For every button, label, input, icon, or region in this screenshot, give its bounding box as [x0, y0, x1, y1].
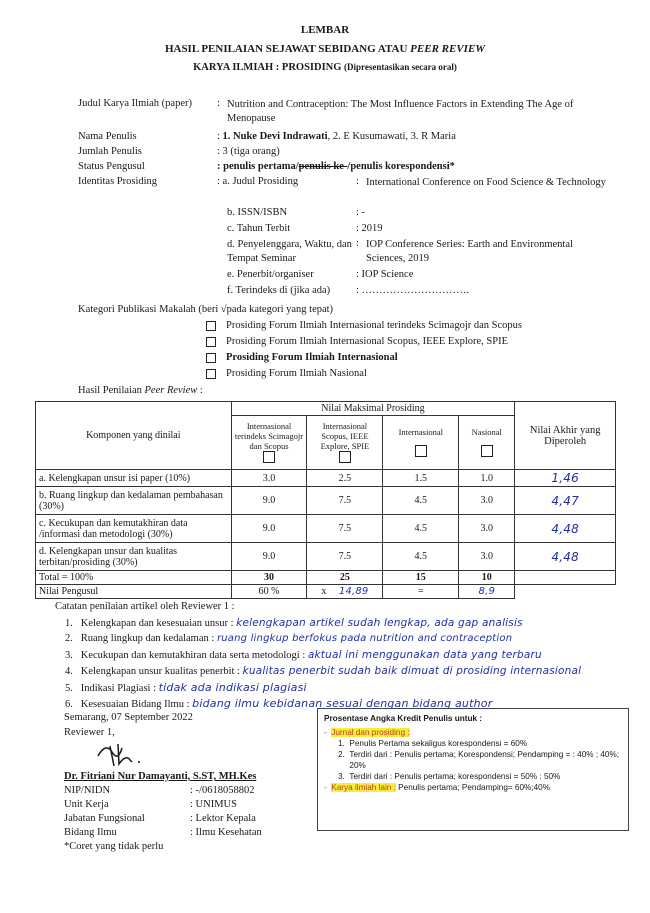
signature-icon	[92, 738, 152, 770]
credit-item-1-text: Penulis Pertama sekaligus korespondensi = 60%	[349, 739, 528, 748]
row-label: d. Kelengkapan unsur dan kualitas terbitan/prosiding (30%)	[36, 543, 232, 571]
penulis-rest: , 2. E Kusumawati, 3. R Maria	[327, 131, 456, 142]
kategori-option-2[interactable]	[206, 336, 508, 347]
penulis-label: Nama Penulis	[78, 131, 137, 142]
title-line2-italic: PEER REVIEW	[410, 43, 486, 55]
catatan-num: 3.	[65, 650, 73, 661]
d-value: IOP Conference Series: Earth and Environmental Sciences, 2019	[366, 239, 573, 264]
penilaian-table	[35, 401, 616, 599]
catatan-num: 1.	[65, 618, 73, 629]
total-empty	[515, 571, 616, 585]
total-value: 25	[307, 571, 383, 585]
footnote: *Coret yang tidak perlu	[64, 841, 164, 852]
pengusul-pct: 60 %	[231, 585, 307, 599]
sign-nip-val: : -/0618058802	[190, 785, 255, 796]
catatan-item-4	[65, 665, 581, 677]
handwritten-note: ruang lingkup berfokus pada nutrition and contraception	[216, 633, 513, 644]
pengusul-eq-cell	[383, 585, 459, 599]
catatan-label: Kelengkapan unsur kualitas penerbit :	[80, 666, 240, 677]
handwritten-note: kelengkapan artikel sudah lengkap, ada gap analisis	[236, 617, 523, 629]
kategori-option-2-label: Prosiding Forum Ilmiah Internasional Scopus, IEEE Explore, SPIE	[226, 336, 509, 347]
kategori-option-1-label: Prosiding Forum Ilmiah Internasional terindeks Scimagojr dan Scopus	[226, 320, 522, 331]
status-b: /penulis korespondensi*	[347, 161, 455, 172]
identitas-label: Identitas Prosiding	[78, 176, 158, 187]
handwritten-score: 4,48	[515, 515, 616, 543]
b-value: : -	[356, 207, 366, 218]
checkbox-icon[interactable]	[263, 451, 275, 463]
akhir-header: Nilai Akhir yang Diperoleh	[515, 402, 616, 470]
hasil-heading-italic: Peer Review	[144, 385, 198, 396]
total-value: 30	[231, 571, 307, 585]
catatan-label: Kesesuaian Bidang Ilmu :	[80, 699, 190, 710]
catatan-num: 4.	[65, 666, 73, 677]
checkbox-icon[interactable]	[481, 445, 493, 457]
col-internasional-label: Internasional	[398, 426, 443, 437]
hasil-heading-text: Hasil Penilaian	[78, 385, 142, 396]
cell-value: 9.0	[231, 515, 307, 543]
catatan-label: Indikasi Plagiasi :	[80, 683, 156, 694]
credit-karya-label: Karya ilmiah lain :	[331, 783, 396, 792]
total-value: 10	[459, 571, 515, 585]
cell-value: 7.5	[307, 543, 383, 571]
hasil-heading: Hasil Penilaian Peer Review :	[78, 385, 203, 396]
col-scopus-header	[231, 416, 307, 470]
credit-karya-rest: Penulis pertama; Pendamping= 60%;40%	[395, 783, 550, 792]
c-value-text: 2019	[361, 223, 383, 234]
judul-colon: :	[217, 98, 220, 109]
pengusul-eq: =	[417, 586, 424, 597]
total-row	[36, 571, 616, 585]
handwritten-score: 1,46	[515, 470, 616, 487]
cell-value: 1.5	[383, 470, 459, 487]
f-value-text: ………………………….	[361, 285, 470, 296]
credit-karya: - Karya ilmiah lain : Penulis pertama; Pendamping= 60%;40%	[324, 783, 550, 792]
handwritten-score: 4,48	[515, 543, 616, 571]
cell-value: 7.5	[307, 487, 383, 515]
credit-item-2: 2. Terdiri dari : Penulis pertama; Korespondensi; Pendamping = : 40% ; 40%; 20%	[324, 749, 622, 771]
sign-nip-key: NIP/NIDN	[64, 785, 111, 796]
handwritten-note: aktual ini menggunakan data yang terbaru	[307, 649, 542, 661]
judul-value: Nutrition and Contraception: The Most Influence Factors in Extending The Age of Menopause	[227, 99, 574, 124]
title-line3-text: KARYA ILMIAH : PROSIDING	[193, 62, 342, 73]
col-internasional-header	[383, 416, 459, 470]
col-nasional-header	[459, 416, 515, 470]
jumlah-text: 3 (tiga orang)	[222, 146, 280, 157]
checkbox-icon[interactable]	[206, 353, 216, 363]
credit-item-3-text: Terdiri dari : Penulis pertama; korespondensi = 50% : 50%	[349, 772, 561, 781]
e-label: e. Penerbit/organiser	[227, 269, 314, 280]
sign-jabatan-val: : Lektor Kepala	[190, 813, 256, 824]
title-line2	[0, 43, 650, 55]
checkbox-icon[interactable]	[206, 321, 216, 331]
judul-label: Judul Karya Ilmiah (paper)	[78, 98, 192, 109]
a-colon: :	[356, 176, 359, 187]
table-row	[36, 515, 616, 543]
cell-value: 3.0	[459, 515, 515, 543]
status-a: penulis pertama/	[223, 161, 299, 172]
pengusul-empty	[515, 585, 616, 599]
total-value: 15	[383, 571, 459, 585]
cell-value: 2.5	[307, 470, 383, 487]
handwritten-note: kualitas penerbit sudah baik dimuat di prosiding internasional	[242, 665, 582, 677]
komponen-header: Komponen yang dinilai	[36, 402, 232, 470]
pengusul-label: Nilai Pengusul	[36, 585, 232, 599]
cell-value: 9.0	[231, 543, 307, 571]
checkbox-icon[interactable]	[339, 451, 351, 463]
handwritten-note: bidang ilmu kebidanan sesuai dengan bidang author	[192, 697, 493, 710]
cell-value: 9.0	[231, 487, 307, 515]
checkbox-icon[interactable]	[206, 369, 216, 379]
table-row	[36, 470, 616, 487]
sign-bidang-key: Bidang Ilmu	[64, 827, 117, 838]
title-line3	[0, 62, 650, 73]
title-line1: LEMBAR	[300, 24, 350, 36]
c-value: : 2019	[356, 223, 383, 234]
catatan-item-1	[65, 617, 523, 629]
table-row	[36, 487, 616, 515]
d-label: d. Penyelenggara, Waktu, dan Tempat Seminar	[227, 239, 352, 264]
kategori-heading: Kategori Publikasi Makalah (beri √pada kategori yang tepat)	[78, 304, 334, 315]
total-label: Total = 100%	[36, 571, 232, 585]
status-label: Status Pengusul	[78, 161, 145, 172]
catatan-item-3	[65, 649, 542, 661]
handwritten-score: 4,47	[515, 487, 616, 515]
e-value-text: IOP Science	[361, 269, 414, 280]
sign-unit-key: Unit Kerja	[64, 799, 109, 810]
a-value: International Conference on Food Science & Technology	[366, 177, 606, 188]
credit-heading: Prosentase Angka Kredit Penulis untuk :	[324, 714, 483, 723]
row-label: a. Kelengkapan unsur isi paper (10%)	[36, 470, 232, 487]
table-row	[36, 543, 616, 571]
kategori-option-4[interactable]	[206, 368, 367, 379]
cell-value: 4.5	[383, 487, 459, 515]
cell-value: 4.5	[383, 543, 459, 571]
checkbox-icon[interactable]	[206, 337, 216, 347]
cell-value: 1.0	[459, 470, 515, 487]
pengusul-calc	[307, 585, 383, 599]
handwritten-total: 14,89	[338, 586, 369, 597]
d-colon: :	[356, 238, 359, 249]
catatan-item-5	[65, 681, 307, 694]
checkbox-icon[interactable]	[415, 445, 427, 457]
kategori-option-3-label: Prosiding Forum Ilmiah Internasional	[226, 352, 398, 363]
credit-item-3: 3. Terdiri dari : Penulis pertama; korespondensi = 50% : 50%	[338, 772, 561, 781]
catatan-item-2	[65, 633, 512, 644]
catatan-label: Ruang lingkup dan kedalaman :	[80, 633, 215, 644]
row-label: b. Ruang lingkup dan kedalaman pembahasan (30%)	[36, 487, 232, 515]
credit-item-1: 1. Penulis Pertama sekaligus korespondensi = 60%	[338, 739, 528, 748]
jumlah-label: Jumlah Penulis	[78, 146, 142, 157]
catatan-num: 6.	[65, 699, 73, 710]
e-value: : IOP Science	[356, 269, 414, 280]
cell-value: 7.5	[307, 515, 383, 543]
sign-place-date: Semarang, 07 September 2022	[64, 712, 193, 723]
col-nasional-label: Nasional	[471, 426, 502, 437]
credit-jurnal-label: Jurnal dan prosiding :	[331, 728, 410, 737]
credit-box	[317, 708, 629, 831]
catatan-label: Kecukupan dan kemutakhiran data serta metodologi :	[80, 650, 306, 661]
kategori-option-1[interactable]	[206, 320, 522, 331]
sign-jabatan-key: Jabatan Fungsional	[64, 813, 145, 824]
cell-value: 3.0	[459, 543, 515, 571]
sign-unit-val: : UNIMUS	[190, 799, 237, 810]
f-label: f. Terindeks di (jika ada)	[227, 285, 331, 296]
catatan-num: 5.	[65, 683, 73, 694]
sign-bidang-val: : Ilmu Kesehatan	[190, 827, 262, 838]
penulis-first: 1. Nuke Devi Indrawati	[222, 131, 328, 142]
jumlah-value: : 3 (tiga orang)	[217, 146, 280, 157]
a-label: : a. Judul Prosiding	[217, 176, 299, 187]
kategori-option-3[interactable]	[206, 352, 398, 363]
penulis-value: : 1. Nuke Devi Indrawati, 2. E Kusumawati, 3. R Maria	[217, 131, 456, 142]
cell-value: 3.0	[459, 487, 515, 515]
b-value-text: -	[361, 207, 366, 218]
b-label: b. ISSN/ISBN	[227, 207, 288, 218]
title-line2-text: HASIL PENILAIAN SEJAWAT SEBIDANG ATAU	[164, 43, 408, 55]
catatan-num: 2.	[65, 633, 73, 644]
col-ieee-header	[307, 416, 383, 470]
col-scopus-label: Internasional terindeks Scimagojr dan Scopus	[234, 420, 304, 451]
a-label-text: a. Judul Prosiding	[222, 176, 299, 187]
title-line3-note: (Dipresentasikan secara oral)	[344, 62, 457, 72]
col-ieee-label: Internasional Scopus, IEEE Explore, SPIE	[320, 420, 370, 451]
catatan-label: Kelengkapan dan kesesuaian unsur :	[80, 618, 234, 629]
handwritten-result: 8,9	[459, 585, 515, 599]
status-strike: penulis ke-	[298, 161, 348, 172]
pengusul-row	[36, 585, 616, 599]
c-label: c. Tahun Terbit	[227, 223, 291, 234]
catatan-heading: Catatan penilaian artikel oleh Reviewer 1 :	[55, 601, 235, 612]
pengusul-x: x	[321, 586, 327, 597]
credit-jurnal: - Jurnal dan prosiding :	[324, 728, 410, 737]
handwritten-note: tidak ada indikasi plagiasi	[158, 681, 307, 694]
status-value: : penulis pertama/penulis ke-/penulis korespondensi*	[217, 161, 455, 172]
nilai-header: Nilai Maksimal Prosiding	[231, 402, 515, 416]
kategori-option-4-label: Prosiding Forum Ilmiah Nasional	[226, 368, 367, 379]
row-label: c. Kecukupan dan kemutakhiran data /informasi dan metodologi (30%)	[36, 515, 232, 543]
f-value: : ………………………….	[356, 285, 470, 296]
sign-name: Dr. Fitriani Nur Damayanti, S.ST, MH.Kes	[64, 771, 257, 782]
sign-role: Reviewer 1,	[64, 727, 115, 738]
credit-item-2-text: Terdiri dari : Penulis pertama; Korespondensi; Pendamping = : 40% ; 40%; 20%	[349, 750, 620, 770]
cell-value: 3.0	[231, 470, 307, 487]
cell-value: 4.5	[383, 515, 459, 543]
